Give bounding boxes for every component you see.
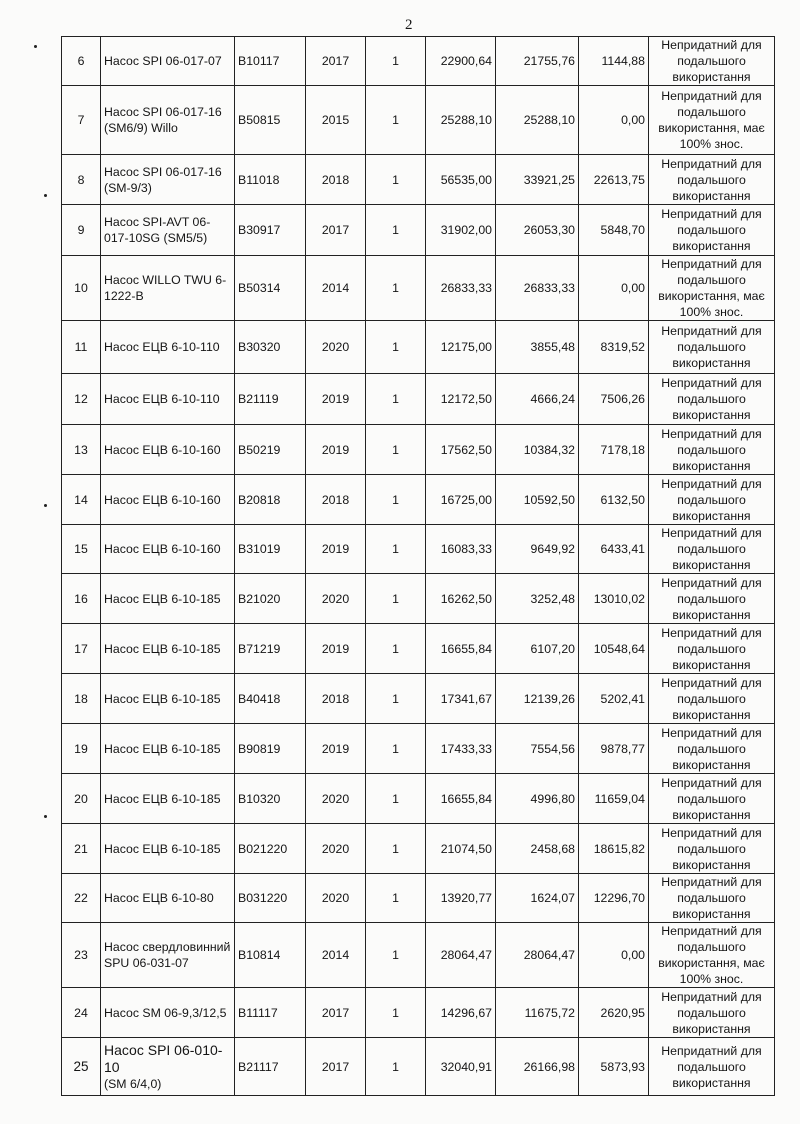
row-number-cell: 17 [62,624,101,674]
inventory-number-cell: B90819 [235,724,306,774]
depreciation-cell: 12139,26 [496,674,579,724]
quantity-cell: 1 [366,86,426,155]
residual-value-cell: 5873,93 [579,1038,649,1096]
row-number-cell: 15 [62,525,101,574]
year-cell: 2020 [306,774,366,824]
inventory-number-cell: B50219 [235,425,306,475]
condition-note-cell: Непридатний для подальшого використання, має 100% знос. [649,256,775,321]
initial-cost-cell: 17433,33 [426,724,496,774]
initial-cost-cell: 22900,64 [426,37,496,86]
depreciation-cell: 3855,48 [496,321,579,374]
inventory-number-cell: B20818 [235,475,306,525]
table-row [62,923,775,988]
inventory-number-cell: B31019 [235,525,306,574]
item-name-cell: Насос WILLO TWU 6-1222-B [101,256,235,321]
depreciation-cell: 7554,56 [496,724,579,774]
row-number-cell: 11 [62,321,101,374]
item-name-cell: Насос ЕЦВ 6-10-160 [101,475,235,525]
table-row [62,624,775,674]
item-name-cell: Насос ЕЦВ 6-10-185 [101,824,235,874]
quantity-cell: 1 [366,1038,426,1096]
depreciation-cell: 6107,20 [496,624,579,674]
quantity-cell: 1 [366,874,426,923]
initial-cost-cell: 32040,91 [426,1038,496,1096]
condition-note-cell: Непридатний для подальшого використання [649,724,775,774]
table-row [62,574,775,624]
depreciation-cell: 28064,47 [496,923,579,988]
row-number-cell: 20 [62,774,101,824]
depreciation-cell: 26166,98 [496,1038,579,1096]
residual-value-cell: 1144,88 [579,37,649,86]
depreciation-cell: 3252,48 [496,574,579,624]
condition-note-cell: Непридатний для подальшого використання [649,475,775,525]
initial-cost-cell: 16655,84 [426,624,496,674]
item-name-cell: Насос ЕЦВ 6-10-185 [101,774,235,824]
residual-value-cell: 18615,82 [579,824,649,874]
year-cell: 2017 [306,1038,366,1096]
year-cell: 2014 [306,923,366,988]
table-row [62,988,775,1038]
quantity-cell: 1 [366,525,426,574]
table-row [62,425,775,475]
condition-note-cell: Непридатний для подальшого використання [649,321,775,374]
quantity-cell: 1 [366,475,426,525]
initial-cost-cell: 17341,67 [426,674,496,724]
item-name-cell: Насос SPI 06-017-16 (SM6/9) Willo [101,86,235,155]
condition-note-cell: Непридатний для подальшого використання, має 100% знос. [649,86,775,155]
residual-value-cell: 12296,70 [579,874,649,923]
row-number-cell: 18 [62,674,101,724]
item-name-cell: Насос ЕЦВ 6-10-185 [101,724,235,774]
page-number: 2 [405,17,413,33]
inventory-number-cell: B021220 [235,824,306,874]
row-number-cell: 6 [62,37,101,86]
item-name-cell: Насос SPI 06-017-16 (SM-9/3) [101,155,235,205]
residual-value-cell: 10548,64 [579,624,649,674]
year-cell: 2017 [306,37,366,86]
quantity-cell: 1 [366,321,426,374]
residual-value-cell: 7178,18 [579,425,649,475]
condition-note-cell: Непридатний для подальшого використання [649,155,775,205]
depreciation-cell: 4666,24 [496,374,579,425]
row-number-cell: 24 [62,988,101,1038]
initial-cost-cell: 16655,84 [426,774,496,824]
inventory-number-cell: B11018 [235,155,306,205]
quantity-cell: 1 [366,923,426,988]
item-name-cell: Насос SPI 06-017-07 [101,37,235,86]
quantity-cell: 1 [366,155,426,205]
inventory-number-cell: B10117 [235,37,306,86]
initial-cost-cell: 17562,50 [426,425,496,475]
inventory-number-cell: B30917 [235,205,306,256]
year-cell: 2018 [306,475,366,525]
residual-value-cell: 11659,04 [579,774,649,824]
item-name-cell: Насос свердловинний SPU 06-031-07 [101,923,235,988]
table-row [62,525,775,574]
table-row [62,256,775,321]
inventory-number-cell: B031220 [235,874,306,923]
item-name-cell: Насос ЕЦВ 6-10-185 [101,574,235,624]
row-number-cell: 21 [62,824,101,874]
inventory-number-cell: B30320 [235,321,306,374]
initial-cost-cell: 12172,50 [426,374,496,425]
item-name-cell: Насос ЕЦВ 6-10-160 [101,525,235,574]
residual-value-cell: 22613,75 [579,155,649,205]
year-cell: 2015 [306,86,366,155]
inventory-number-cell: B50815 [235,86,306,155]
initial-cost-cell: 13920,77 [426,874,496,923]
year-cell: 2018 [306,674,366,724]
residual-value-cell: 5848,70 [579,205,649,256]
table-row [62,874,775,923]
depreciation-cell: 26833,33 [496,256,579,321]
item-name-cell: Насос ЕЦВ 6-10-110 [101,374,235,425]
year-cell: 2019 [306,624,366,674]
condition-note-cell: Непридатний для подальшого використання [649,824,775,874]
row-number-cell: 13 [62,425,101,475]
year-cell: 2020 [306,574,366,624]
row-number-cell: 16 [62,574,101,624]
residual-value-cell: 13010,02 [579,574,649,624]
row-number-cell: 19 [62,724,101,774]
item-name-line: Насос SPI 06-010-10 [104,1041,223,1075]
row-number-cell: 7 [62,86,101,155]
year-cell: 2019 [306,724,366,774]
item-name-cell [101,1038,235,1096]
item-name-cell: Насос ЕЦВ 6-10-185 [101,624,235,674]
quantity-cell: 1 [366,824,426,874]
initial-cost-cell: 56535,00 [426,155,496,205]
row-number-cell: 12 [62,374,101,425]
quantity-cell: 1 [366,724,426,774]
condition-note-cell: Непридатний для подальшого використання [649,624,775,674]
depreciation-cell: 11675,72 [496,988,579,1038]
item-name-cell: Насос SPI-AVT 06-017-10SG (SM5/5) [101,205,235,256]
row-number-cell: 14 [62,475,101,525]
condition-note-cell: Непридатний для подальшого використання [649,425,775,475]
row-number-cell: 25 [62,1038,101,1096]
inventory-number-cell: B71219 [235,624,306,674]
inventory-number-cell: B21119 [235,374,306,425]
quantity-cell: 1 [366,205,426,256]
residual-value-cell: 6433,41 [579,525,649,574]
initial-cost-cell: 31902,00 [426,205,496,256]
depreciation-cell: 26053,30 [496,205,579,256]
depreciation-cell: 10592,50 [496,475,579,525]
initial-cost-cell: 28064,47 [426,923,496,988]
table-row [62,321,775,374]
item-name-cell: Насос SM 06-9,3/12,5 [101,988,235,1038]
table-row [62,37,775,86]
inventory-number-cell: B21117 [235,1038,306,1096]
condition-note-cell: Непридатний для подальшого використання [649,205,775,256]
inventory-number-cell: B10814 [235,923,306,988]
year-cell: 2020 [306,874,366,923]
item-name-cell: Насос ЕЦВ 6-10-160 [101,425,235,475]
scan-speck [44,815,47,818]
condition-note-cell: Непридатний для подальшого використання, має 100% знос. [649,923,775,988]
year-cell: 2014 [306,256,366,321]
condition-note-cell: Непридатний для подальшого використання [649,774,775,824]
year-cell: 2019 [306,525,366,574]
condition-note-cell: Непридатний для подальшого використання [649,874,775,923]
depreciation-cell: 33921,25 [496,155,579,205]
table-row [62,824,775,874]
depreciation-cell: 10384,32 [496,425,579,475]
depreciation-cell: 25288,10 [496,86,579,155]
inventory-number-cell: B10320 [235,774,306,824]
residual-value-cell: 0,00 [579,923,649,988]
condition-note-cell: Непридатний для подальшого використання [649,574,775,624]
table-row [62,374,775,425]
scan-speck [44,504,47,507]
inventory-number-cell: B21020 [235,574,306,624]
item-name-cell: Насос ЕЦВ 6-10-185 [101,674,235,724]
row-number-cell: 23 [62,923,101,988]
residual-value-cell: 0,00 [579,256,649,321]
quantity-cell: 1 [366,256,426,321]
year-cell: 2019 [306,374,366,425]
initial-cost-cell: 16262,50 [426,574,496,624]
depreciation-cell: 1624,07 [496,874,579,923]
condition-note-cell: Непридатний для подальшого використання [649,988,775,1038]
table-row [62,86,775,155]
condition-note-cell: Непридатний для подальшого використання [649,674,775,724]
depreciation-cell: 2458,68 [496,824,579,874]
quantity-cell: 1 [366,624,426,674]
quantity-cell: 1 [366,425,426,475]
residual-value-cell: 2620,95 [579,988,649,1038]
condition-note-cell: Непридатний для подальшого використання [649,37,775,86]
inventory-number-cell: B11117 [235,988,306,1038]
table-row [62,674,775,724]
table-row [62,155,775,205]
row-number-cell: 22 [62,874,101,923]
table-row [62,205,775,256]
condition-note-cell: Непридатний для подальшого використання [649,525,775,574]
item-name-cell: Насос ЕЦВ 6-10-110 [101,321,235,374]
initial-cost-cell: 14296,67 [426,988,496,1038]
depreciation-cell: 21755,76 [496,37,579,86]
initial-cost-cell: 16083,33 [426,525,496,574]
quantity-cell: 1 [366,37,426,86]
write-off-table [61,36,775,1096]
condition-note-cell: Непридатний для подальшого використання [649,374,775,425]
row-number-cell: 9 [62,205,101,256]
quantity-cell: 1 [366,374,426,425]
residual-value-cell: 5202,41 [579,674,649,724]
residual-value-cell: 0,00 [579,86,649,155]
quantity-cell: 1 [366,674,426,724]
quantity-cell: 1 [366,988,426,1038]
residual-value-cell: 6132,50 [579,475,649,525]
initial-cost-cell: 12175,00 [426,321,496,374]
residual-value-cell: 7506,26 [579,374,649,425]
table-row [62,475,775,525]
initial-cost-cell: 16725,00 [426,475,496,525]
table-row [62,1038,775,1096]
inventory-number-cell: B40418 [235,674,306,724]
residual-value-cell: 9878,77 [579,724,649,774]
scan-speck [34,45,37,48]
initial-cost-cell: 21074,50 [426,824,496,874]
quantity-cell: 1 [366,774,426,824]
initial-cost-cell: 25288,10 [426,86,496,155]
year-cell: 2019 [306,425,366,475]
year-cell: 2018 [306,155,366,205]
year-cell: 2020 [306,824,366,874]
scan-speck [44,194,47,197]
table-row [62,724,775,774]
initial-cost-cell: 26833,33 [426,256,496,321]
row-number-cell: 8 [62,155,101,205]
item-name-cell: Насос ЕЦВ 6-10-80 [101,874,235,923]
item-name-line: (SM 6/4,0) [104,1076,162,1091]
depreciation-cell: 4996,80 [496,774,579,824]
year-cell: 2020 [306,321,366,374]
condition-note-cell: Непридатний для подальшого використання [649,1038,775,1096]
inventory-number-cell: B50314 [235,256,306,321]
depreciation-cell: 9649,92 [496,525,579,574]
quantity-cell: 1 [366,574,426,624]
year-cell: 2017 [306,988,366,1038]
residual-value-cell: 8319,52 [579,321,649,374]
table-row [62,774,775,824]
row-number-cell: 10 [62,256,101,321]
year-cell: 2017 [306,205,366,256]
